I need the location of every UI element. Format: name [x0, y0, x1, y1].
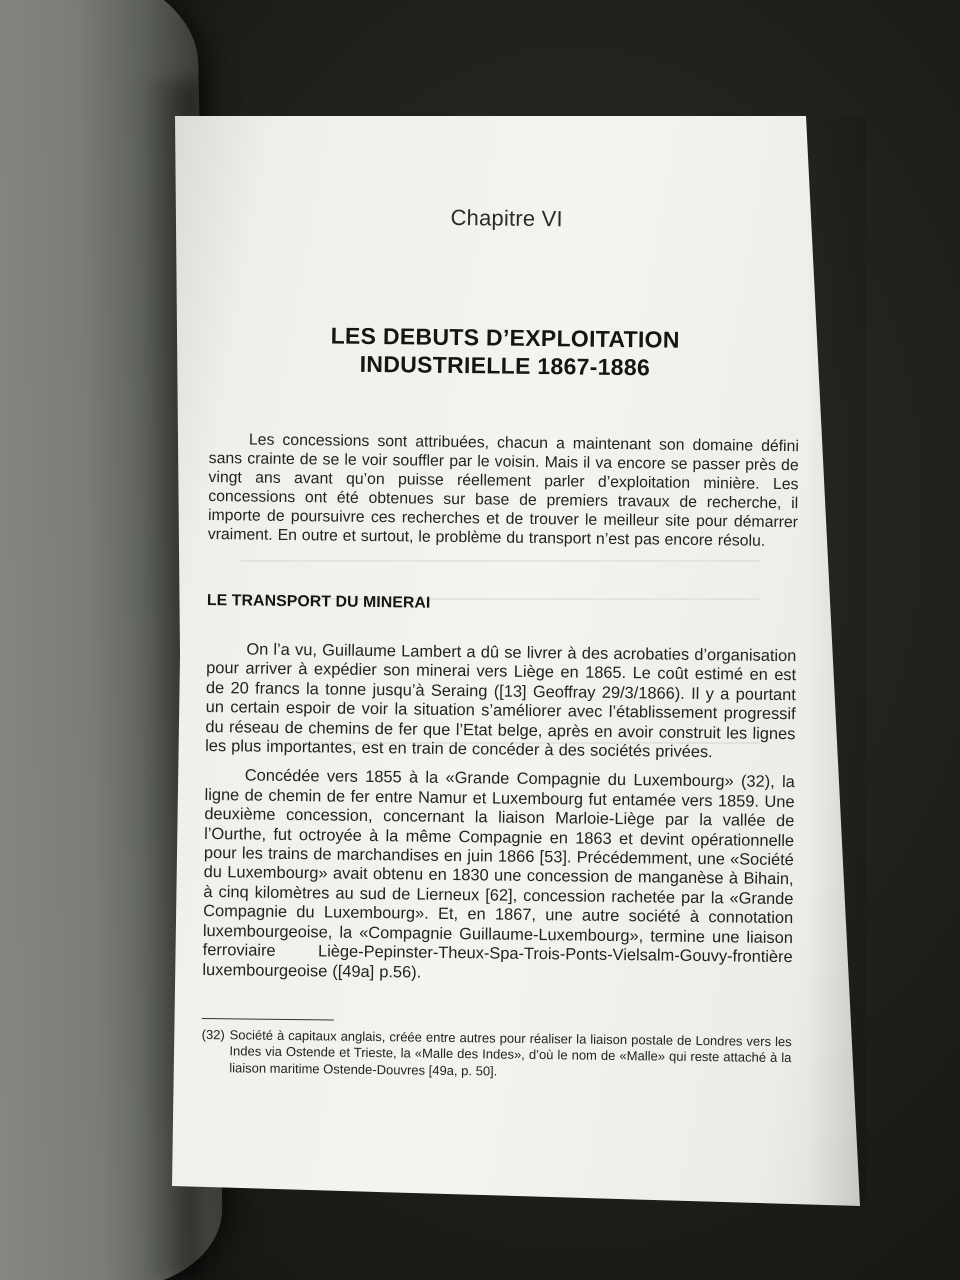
- chapter-title-line-2: INDUSTRIELLE 1867-1886: [359, 350, 651, 381]
- chapter-title-line-1: LES DEBUTS D’EXPLOITATION: [330, 322, 680, 353]
- footnote: [201, 1027, 792, 1084]
- footnote-text: Société à capitaux anglais, créée entre autres pour réaliser la liaison postale de Londres vers les Indes via Ostende et Trieste, la «Malle des Indes», d’où le nom de «Malle» qui reste attaché à la liaison maritime Ostende-Douvres [49a, p. 50].: [229, 1027, 792, 1079]
- chapter-title: [210, 320, 801, 383]
- intro-paragraph: Les concessions sont attribuées, chacun a maintenant son domaine défini sans crainte de se le voir souffler par le voisin. Mais il va encore se passer près de vingt ans avant qu’on puisse réellement parler d’exploitation minière. Les concessions ont été obtenues sur base de premiers travaux de recherche, il importe de poursuivre ces recherches et de trouver le meilleur site pour démarrer vraiment. En outre et surtout, le problème du transport n’est pas encore résolu.: [207, 431, 800, 550]
- page-content: [201, 190, 802, 1084]
- body-paragraph-2: Concédée vers 1855 à la «Grande Compagnie du Luxembourg» (32), la ligne de chemin de fer entre Namur et Luxembourg fut entamée vers 1859. Une deuxième concession, concernant la liaison Marloie-Liège par la vallée de l’Ourthe, fut octroyée à la même Compagnie en 1863 et devint opérationnelle pour les trains de marchandises en juin 1866 [53]. Précédemment, une «Société du Luxembourg» avait obtenu en 1830 une concession de manganèse à Bihain, à cinq kilomètres au sud de Lierneux [62], concession rachetée par la «Grande Compagnie du Luxembourg». Et, en 1867, une autre société à connotation luxembourgeoise, la «Compagnie Guillaume-Luxembourg», termine une liaison ferroviaire Liège-Pepinster-Theux-Spa-Trois-Ponts-Vielsalm-Gouvy-frontière luxembourgeoise ([49a] p.56).: [202, 766, 795, 982]
- footnote-number: (32): [201, 1026, 225, 1043]
- chapter-label: Chapitre VI: [450, 204, 563, 232]
- footnote-rule: [202, 1018, 334, 1021]
- body-paragraph-1: On l’a vu, Guillaume Lambert a dû se livrer à des acrobaties d’organisation pour arriver à expédier son minerai vers Liège en 1865. Le coût estimé en est de 20 francs la tonne jusqu’à Seraing ([13] Geoffray 29/3/1866). Il y a pourtant un certain espoir de voir la situation s’améliorer avec l’établissement progressif du réseau de chemins de fer que l’Etat belge, après en avoir construit les lignes les plus importantes, est en train de concéder à des sociétés privées.: [205, 640, 797, 762]
- section-heading: LE TRANSPORT DU MINERAI: [206, 591, 431, 612]
